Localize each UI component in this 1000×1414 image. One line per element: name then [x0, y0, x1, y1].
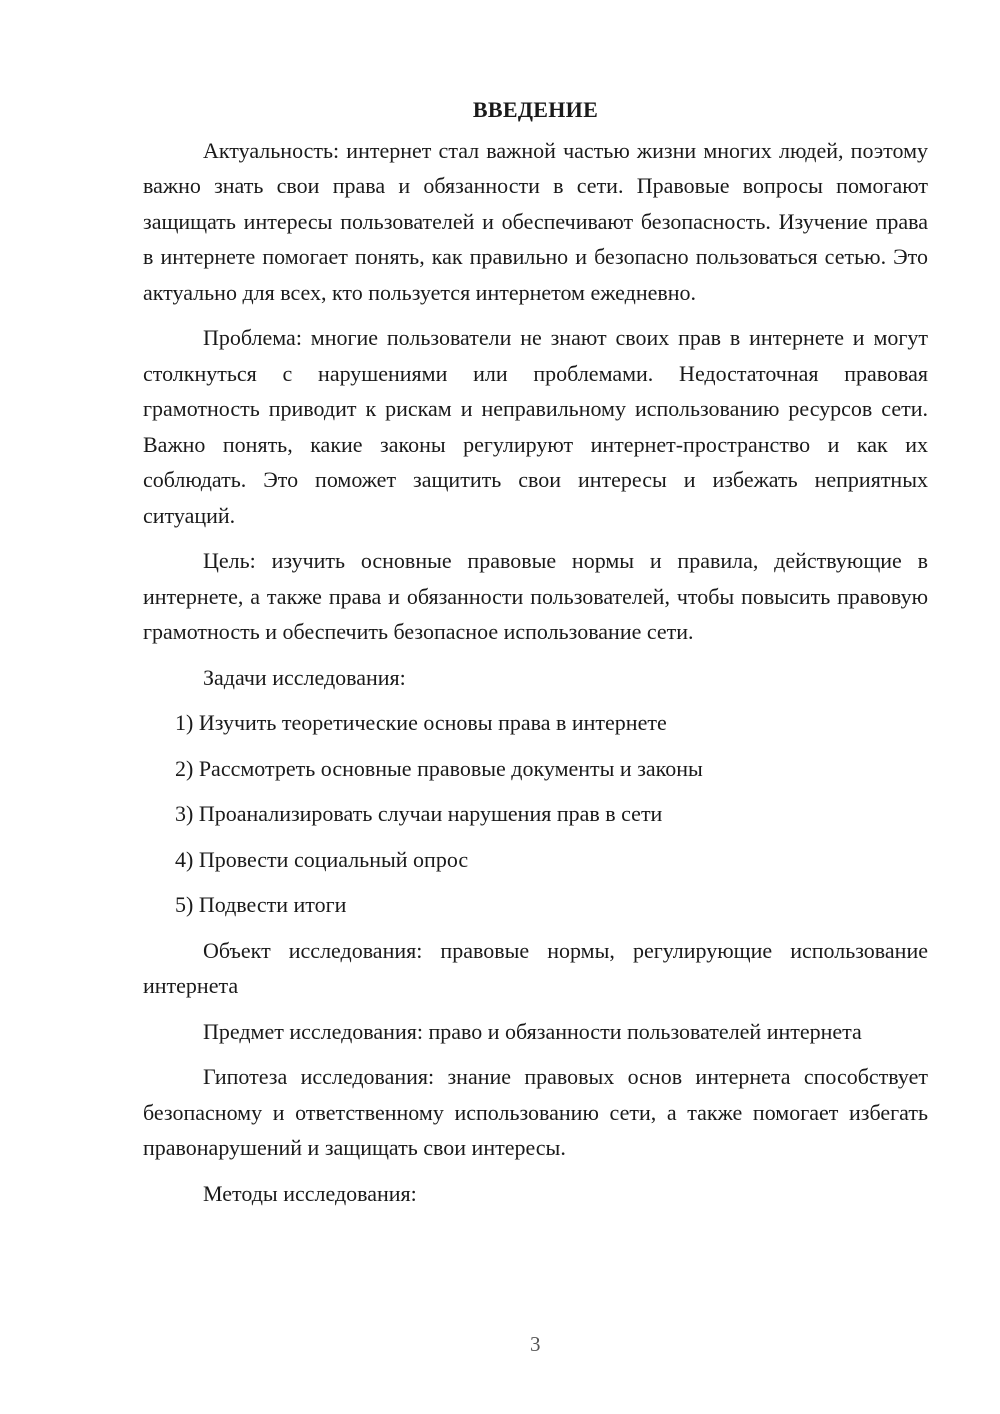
- methods-heading: Методы исследования:: [203, 1180, 417, 1206]
- tasks-heading: Задачи исследования:: [203, 664, 406, 690]
- task-item: 2) Рассмотреть основные правовые документы и законы: [175, 755, 703, 781]
- task-item: 4) Провести социальный опрос: [175, 846, 469, 872]
- page-content: [143, 92, 928, 1221]
- subject-paragraph: Предмет исследования: право и обязанности пользователей интернета: [203, 1018, 862, 1044]
- hypothesis-paragraph: Гипотеза исследования: знание правовых основ интернета способствует безопасному и ответственному использованию сети, а также помогает избегать правонарушений и защищать свои интересы.: [143, 1064, 928, 1160]
- goal-paragraph: Цель: изучить основные правовые нормы и правила, действующие в интернете, а также права и обязанности пользователей, чтобы повысить правовую грамотность и обеспечить безопасное использование сети.: [143, 548, 928, 644]
- relevance-paragraph: Актуальность: интернет стал важной частью жизни многих людей, поэтому важно знать свои права и обязанности в сети. Правовые вопросы помогают защищать интересы пользователей и обеспечивают безопасность. Изучение права в интернете помогает понять, как правильно и безопасно пользоваться сетью. Это актуально для всех, кто пользуется интернетом ежедневно.: [143, 137, 928, 305]
- section-title: ВВЕДЕНИЕ: [472, 97, 599, 122]
- task-item: 5) Подвести итоги: [175, 892, 347, 917]
- problem-paragraph: Проблема: многие пользователи не знают своих прав в интернете и могут столкнуться с нарушениями или проблемами. Недостаточная правовая грамотность приводит к рискам и неправильному использованию ресурсов сети. Важно понять, какие законы регулируют интернет-пространство и как их соблюдать. Это поможет защитить свои интересы и избежать неприятных ситуаций.: [143, 325, 928, 528]
- tasks-list: [143, 705, 928, 923]
- page-number: 3: [530, 1332, 541, 1356]
- task-item: 1) Изучить теоретические основы права в интернете: [175, 710, 667, 735]
- object-paragraph: Объект исследования: правовые нормы, регулирующие использование интернета: [143, 937, 928, 998]
- task-item: 3) Проанализировать случаи нарушения прав в сети: [175, 801, 663, 826]
